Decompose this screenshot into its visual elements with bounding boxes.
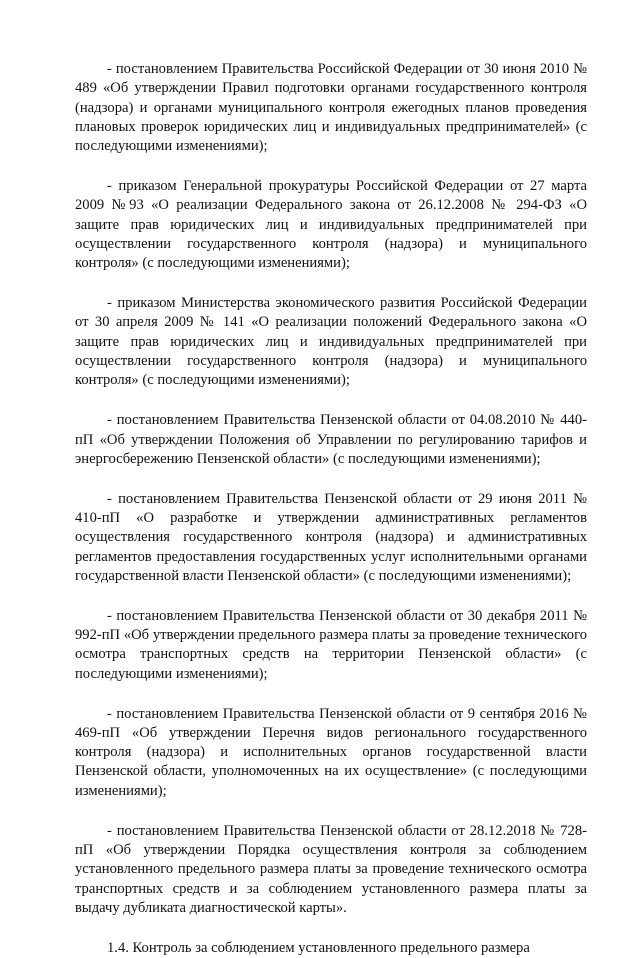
paragraph-section-1-4: 1.4. Контроль за соблюдением установленного предельного размера [107,939,530,956]
paragraph-postanovlenie-728-pp: - постановлением Правительства Пензенской области от 28.12.2018 № 728-пП «Об утверждении Порядка осуществления контроля за соблюдением установленного предельного размера платы за проведение технического осмотра транспортных средств и за соблюдением установленного размера платы за выдачу дубликата диагностической карты». [75,822,587,916]
paragraph-postanovlenie-410-pp: - постановлением Правительства Пензенской области от 29 июня 2011 № 410-пП «О разработке и утверждении административных регламентов осуществления государственного контроля (надзора) и административных регламентов предоставления государственных услуг исполнительными органами государственной власти Пензенской области» (с последующими изменениями); [75,490,587,584]
paragraph-prikaz-prokuratury-93: - приказом Генеральной прокуратуры Российской Федерации от 27 марта 2009 №93 «О реализации Федерального закона от 26.12.2008 № 294-ФЗ «О защите прав юридических лиц и индивидуальных предпринимателей при осуществлении государственного контроля (надзора) и муниципального контроля» (с последующими изменениями); [75,178,587,272]
paragraph-postanovlenie-440-pp: - постановлением Правительства Пензенской области от 04.08.2010 № 440-пП «Об утверждении Положения об Управлении по регулированию тарифов и энергосбережению Пензенской области» (с последующими изменениями); [75,412,587,467]
paragraph-postanovlenie-469-pp: - постановлением Правительства Пензенской области от 9 сентября 2016 № 469-пП «Об утверждении Перечня видов регионального государственного контроля (надзора) и исполнительных органов государственной власти Пензенской области, уполномоченных на их осуществление» (с последующими изменениями); [75,705,587,799]
paragraph-postanovlenie-489: - постановлением Правительства Российской Федерации от 30 июня 2010 № 489 «Об утверждении Правил подготовки органами государственного контроля (надзора) и органами муниципального контроля ежегодных планов проведения плановых проверок юридических лиц и индивидуальных предпринимателей» (с последующими изменениями); [75,61,587,155]
paragraph-prikaz-minekonomrazvitiya-141: - приказом Министерства экономического развития Российской Федерации от 30 апреля 2009 № 141 «О реализации положений Федерального закона «О защите прав юридических лиц и индивидуальных предпринимателей при осуществлении государственного контроля (надзора) и муниципального контроля» (с последующими изменениями); [75,295,587,389]
paragraph-postanovlenie-992-pp: - постановлением Правительства Пензенской области от 30 декабря 2011 № 992-пП «Об утверждении предельного размера платы за проведение технического осмотра транспортных средств на территории Пензенской области» (с последующими изменениями); [75,607,587,682]
document-body [75,60,587,958]
